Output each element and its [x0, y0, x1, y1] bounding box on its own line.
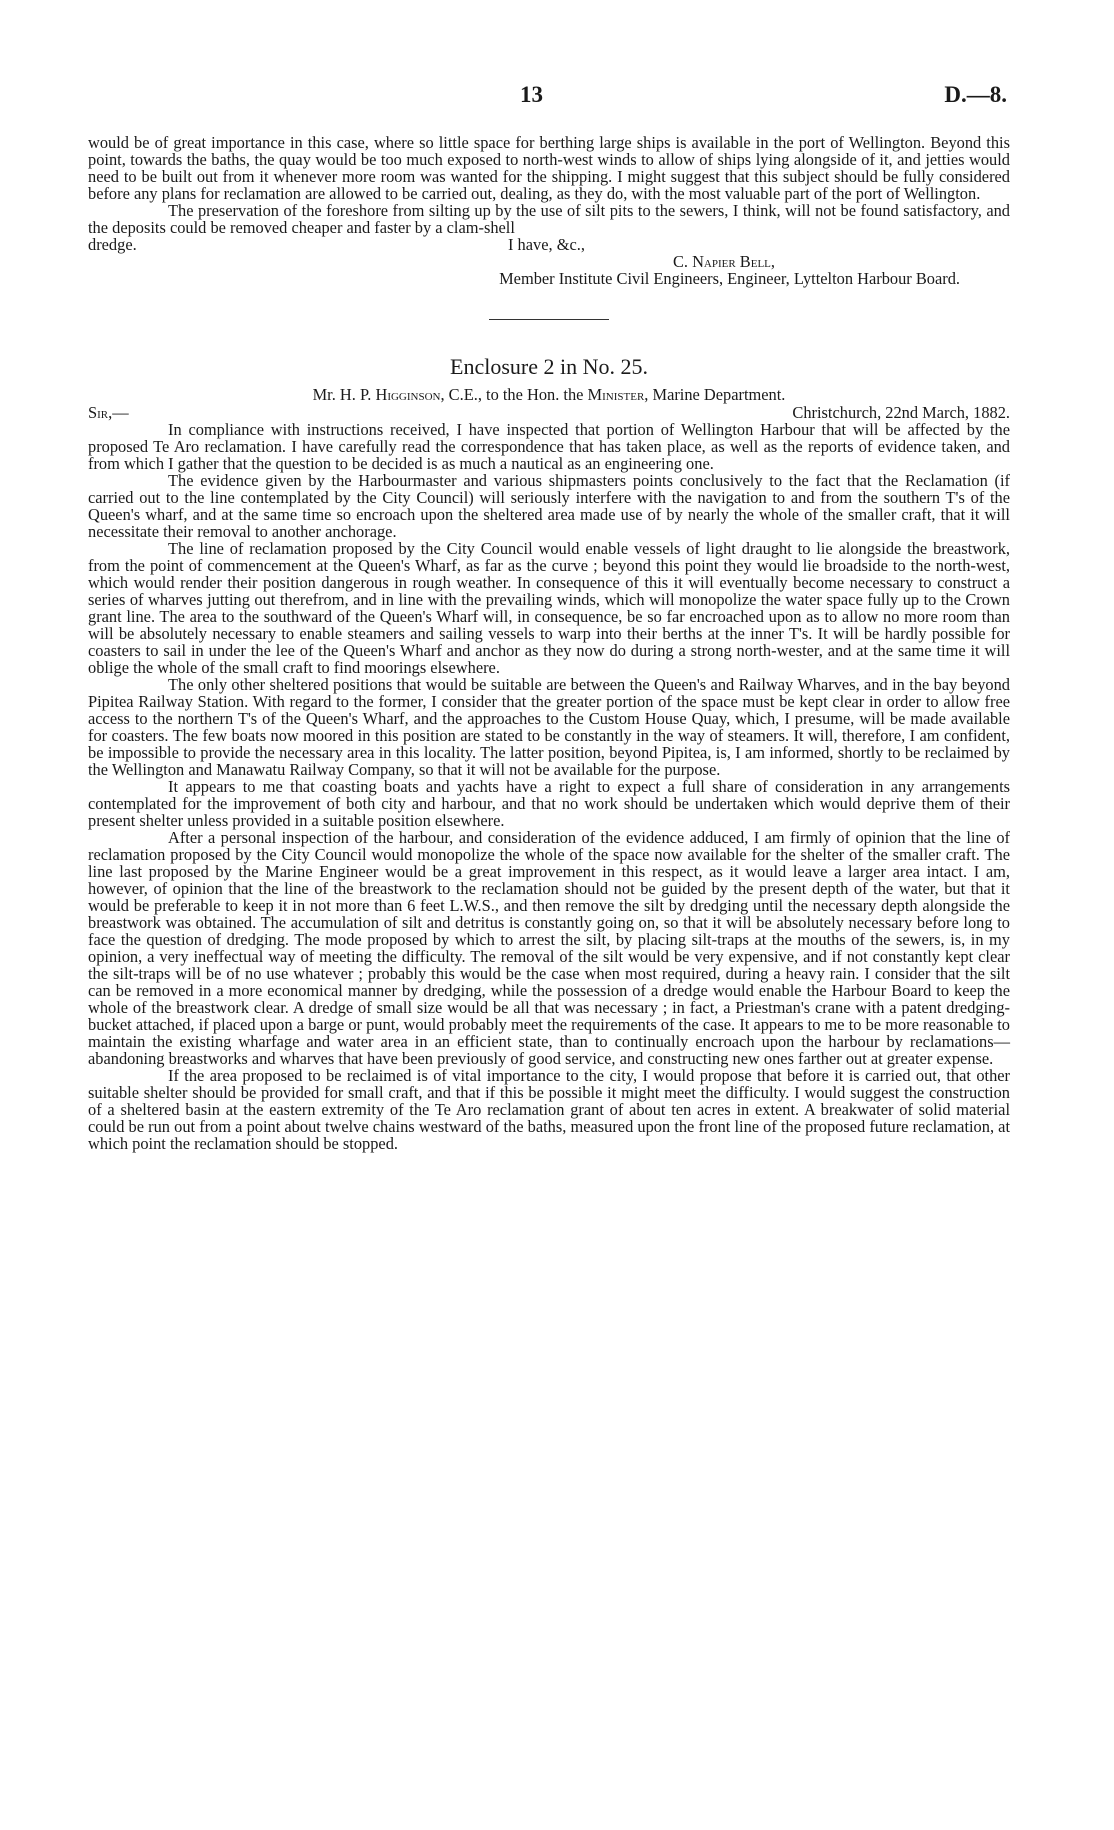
- enclosure-from-line: [88, 386, 1010, 404]
- enclosure-paragraph: The only other sheltered positions that would be suitable are between the Queen's and Railway Wharves, and in the bay beyond Pipitea Railway Station. With regard to the former, I consider that the greater portion of the space must be kept clear in order to allow free access to the northern T's of the Queen's Wharf, and the approaches to the Custom House Quay, which, I presume, will be made available for coasters. The few boats now moored in this position are stated to be constantly in the way of steamers. It will, therefore, I am confident, be impossible to provide the necessary area in this locality. The latter position, beyond Pipitea, is, I am informed, shortly to be reclaimed by the Wellington and Manawatu Railway Company, so that it will not be available for the purpose.: [88, 675, 1010, 779]
- closing-line: [88, 236, 1010, 253]
- letter-paragraph-foreshore: The preservation of the foreshore from silting up by the use of silt pits to the sewers, I think, will not be found satisfactory, and the deposits could be removed cheaper and faster by a clam-shell: [88, 201, 1010, 237]
- from-office: Minister: [587, 385, 645, 404]
- enclosure-paragraph: In compliance with instructions received, I have inspected that portion of Wellington Harbour that will be affected by the proposed Te Aro reclamation. I have carefully read the correspondence that has taken place, as well as the reports of evidence taken, and from which I gather that the question to be decided is as much a nautical as an engineering one.: [88, 420, 1010, 473]
- enclosure-paragraph: If the area proposed to be reclaimed is of vital importance to the city, I would propose that before it is carried out, that other suitable shelter should be provided for small craft, and that if this be possible it might meet the difficulty. I would suggest the construction of a sheltered basin at the eastern extremity of the Te Aro reclamation grant of about ten acres in extent. A breakwater of solid material could be run out from a point about twelve chains westward of the baths, measured upon the front line of the proposed future reclamation, at which point the reclamation should be stopped.: [88, 1066, 1010, 1153]
- from-name: Higginson: [375, 385, 441, 404]
- signature-title: Member Institute Civil Engineers, Engineer, Lyttelton Harbour Board.: [499, 269, 960, 288]
- page-body: [88, 134, 1010, 1152]
- page-header: [0, 82, 1114, 112]
- enclosure-paragraph: It appears to me that coasting boats and yachts have a right to expect a full share of consideration in any arrangements contemplated for the improvement of both city and harbour, and that no work should be undertaken which would deprive them of their present shelter unless provided in a suitable position elsewhere.: [88, 777, 1010, 830]
- letter-continuation-paragraph: would be of great importance in this case, where so little space for berthing large ships is available in the port of Wellington. Beyond this point, towards the baths, the quay would be too much exposed to north-west winds to allow of ships lying alongside of it, and jetties would need to be built out from it whenever more room was wanted for the shipping. I might suggest that this subject should be fully considered before any plans for reclamation are allowed to be carried out, dealing, as they do, with the most valuable part of the port of Wellington.: [88, 133, 1010, 203]
- from-mid: , C.E., to the Hon. the: [440, 385, 584, 404]
- enclosure-heading: Enclosure 2 in No. 25.: [450, 354, 648, 379]
- paragraph-end-word: dredge.: [88, 235, 137, 254]
- place-date: Christchurch, 22nd March, 1882.: [792, 403, 1010, 422]
- salutation-line: [88, 404, 1010, 421]
- enclosure-paragraph: The evidence given by the Harbourmaster and various shipmasters points conclusively to the fact that the Reclamation (if carried out to the line contemplated by the City Council) will seriously interfere with the navigation to and from the southern T's of the Queen's wharf, and at the same time so encroach upon the sheltered area made use of by nearly the whole of the smaller craft, that it will necessitate their removal to another anchorage.: [88, 471, 1010, 541]
- signature-name: C. Napier Bell,: [672, 252, 775, 271]
- document-reference: D.—8.: [944, 82, 1007, 107]
- section-divider: [489, 319, 609, 320]
- enclosure-paragraph: The line of reclamation proposed by the City Council would enable vessels of light draught to lie alongside the breastwork, from the point of commencement at the Queen's Wharf, as far as the curve ; beyond this point they would lie broadside to the north-west, which would render their position dangerous in rough weather. In consequence of this it will eventually become necessary to construct a series of wharves jutting out therefrom, and in line with the prevailing winds, which will monopolize the water space fully up to the Crown grant line. The area to the southward of the Queen's Wharf will, in consequence, be so far encroached upon as to allow no more room than will be absolutely necessary to enable steamers and sailing vessels to warp into their berths at the inner T's. It will be hardly possible for coasters to sail in under the lee of the Queen's Wharf and anchor as they now do during a strong north-wester, and at the same time it will oblige the whole of the small craft to find moorings elsewhere.: [88, 539, 1010, 677]
- page-number: 13: [520, 82, 543, 107]
- letter-closing: I have, &c.,: [508, 235, 585, 254]
- enclosure-paragraph: After a personal inspection of the harbour, and consideration of the evidence adduced, I am firmly of opinion that the line of reclamation proposed by the City Council would monopolize the whole of the space now available for the shelter of the smaller craft. The line last proposed by the Marine Engineer would be a great improvement in this respect, as it would leave a larger area intact. I am, however, of opinion that the line of the breastwork to the reclamation should not be guided by the present depth of the water, but that it would be preferable to keep it in not more than 6 feet L.W.S., and then remove the silt by dredging until the necessary depth alongside the breastwork was obtained. The accumulation of silt and detritus is constantly going on, so that it will be absolutely necessary before long to face the question of dredging. The mode proposed by which to arrest the silt, by placing silt-traps at the mouths of the sewers, is, in my opinion, a very ineffectual way of meeting the difficulty. The removal of the silt would be very expensive, and if not constantly kept clear the silt-traps will be of no use whatever ; probably this would be the case when most required, during a heavy rain. I consider that the silt can be removed in a more economical manner by dredging, while the possession of a dredge would enable the Harbour Board to keep the whole of the breastwork clear. A dredge of small size would be all that was necessary ; in fact, a Priestman's crane with a patent dredging-bucket attached, if placed upon a barge or punt, would probably meet the requirements of the case. It appears to me to be more reasonable to maintain the existing wharfage and water area in an efficient state, than to continually encroach upon the harbour by reclamations—abandoning breastworks and wharves that have been previously of good service, and constructing new ones farther out at greater expense.: [88, 828, 1010, 1068]
- from-prefix: Mr. H. P.: [312, 385, 372, 404]
- salutation: Sir,—: [88, 403, 129, 422]
- from-suffix: , Marine Department.: [644, 385, 786, 404]
